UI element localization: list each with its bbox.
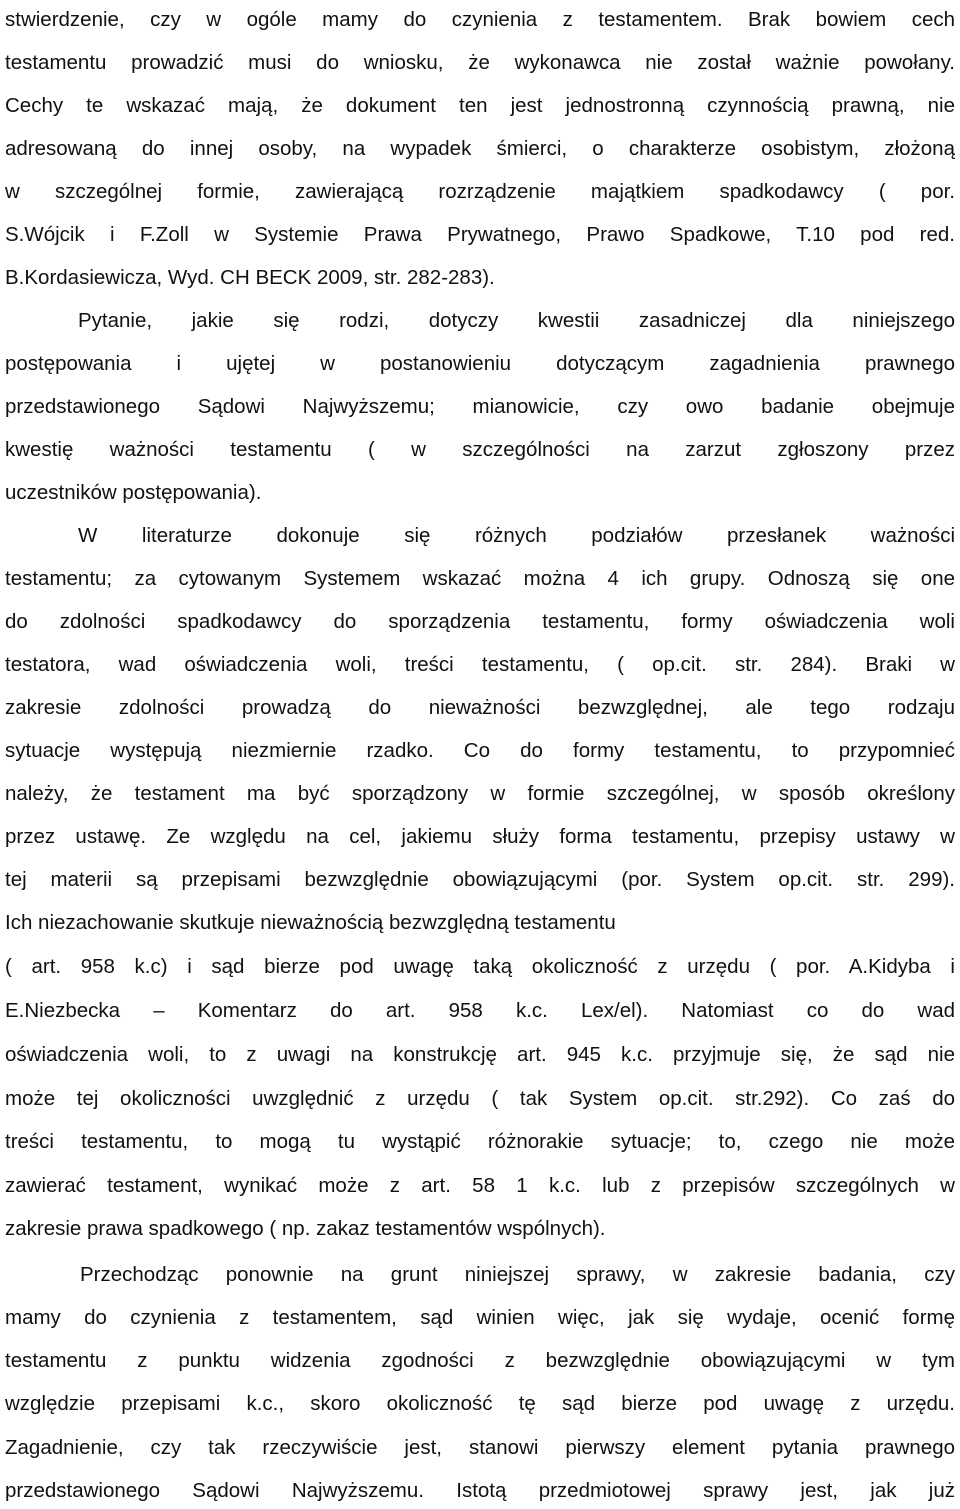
text-line: kwestię ważności testamentu ( w szczególności na zarzut zgłoszony przez (5, 438, 955, 461)
text-line: testamentu prowadzić musi do wniosku, że wykonawca nie został ważnie powołany. (5, 51, 955, 74)
text-line: przedstawionego Sądowi Najwyższemu; mianowicie, czy owo badanie obejmuje (5, 395, 955, 418)
text-line: testamentu z punktu widzenia zgodności z bezwzględnie obowiązującymi w tym (5, 1349, 955, 1372)
text-line: Ich niezachowanie skutkuje nieważnością bezwzględną testamentu (5, 911, 616, 934)
text-line: uczestników postępowania). (5, 481, 262, 504)
paragraph-first-line: W literaturze dokonuje się różnych podziałów przesłanek ważności (78, 524, 955, 547)
text-line: oświadczenia woli, to z uwagi na konstrukcję art. 945 k.c. przyjmuje się, że sąd nie (5, 1043, 955, 1066)
text-line: postępowania i ujętej w postanowieniu dotyczącym zagadnienia prawnego (5, 352, 955, 375)
text-line: zawierać testament, wynikać może z art. 58 1 k.c. lub z przepisów szczególnych w (5, 1174, 955, 1197)
paragraph-first-line: Pytanie, jakie się rodzi, dotyczy kwestii zasadniczej dla niniejszego (78, 309, 955, 332)
text-line: tej materii są przepisami bezwzględnie obowiązującymi (por. System op.cit. str. 299). (5, 868, 955, 891)
document-page (5, 0, 955, 1509)
text-line: stwierdzenie, czy w ogóle mamy do czynienia z testamentem. Brak bowiem cech (5, 8, 955, 31)
text-line: E.Niezbecka – Komentarz do art. 958 k.c. Lex/el). Natomiast co do wad (5, 999, 955, 1022)
text-line: może tej okoliczności uwzględnić z urzędu ( tak System op.cit. str.292). Co zaś do (5, 1087, 955, 1110)
text-line: B.Kordasiewicza, Wyd. CH BECK 2009, str. 282-283). (5, 266, 495, 289)
text-line: testamentu; za cytowanym Systemem wskazać można 4 ich grupy. Odnoszą się one (5, 567, 955, 590)
paragraph-first-line: Przechodząc ponownie na grunt niniejszej sprawy, w zakresie badania, czy (80, 1263, 955, 1286)
text-line: S.Wójcik i F.Zoll w Systemie Prawa Prywatnego, Prawo Spadkowe, T.10 pod red. (5, 223, 955, 246)
text-line: testatora, wad oświadczenia woli, treści testamentu, ( op.cit. str. 284). Braki w (5, 653, 955, 676)
text-line: ( art. 958 k.c) i sąd bierze pod uwagę taką okoliczność z urzędu ( por. A.Kidyba i (5, 955, 955, 978)
text-line: należy, że testament ma być sporządzony w formie szczególnej, w sposób określony (5, 782, 955, 805)
text-line: względzie przepisami k.c., skoro okoliczność tę sąd bierze pod uwagę z urzędu. (5, 1392, 955, 1415)
text-line: w szczególnej formie, zawierającą rozrządzenie majątkiem spadkodawcy ( por. (5, 180, 955, 203)
text-line: zakresie prawa spadkowego ( np. zakaz testamentów wspólnych). (5, 1217, 606, 1240)
text-line: sytuacje występują niezmiernie rzadko. Co do formy testamentu, to przypomnieć (5, 739, 955, 762)
text-line: treści testamentu, to mogą tu wystąpić różnorakie sytuacje; to, czego nie może (5, 1130, 955, 1153)
text-line: adresowaną do innej osoby, na wypadek śmierci, o charakterze osobistym, złożoną (5, 137, 955, 160)
text-line: Cechy te wskazać mają, że dokument ten jest jednostronną czynnością prawną, nie (5, 94, 955, 117)
text-line: przedstawionego Sądowi Najwyższemu. Istotą przedmiotowej sprawy jest, jak już (5, 1479, 955, 1502)
text-line: zakresie zdolności prowadzą do nieważności bezwzględnej, ale tego rodzaju (5, 696, 955, 719)
text-line: przez ustawę. Ze względu na cel, jakiemu służy forma testamentu, przepisy ustawy w (5, 825, 955, 848)
text-line: mamy do czynienia z testamentem, sąd winien więc, jak się wydaje, ocenić formę (5, 1306, 955, 1329)
text-line: do zdolności spadkodawcy do sporządzenia testamentu, formy oświadczenia woli (5, 610, 955, 633)
text-line: Zagadnienie, czy tak rzeczywiście jest, stanowi pierwszy element pytania prawnego (5, 1436, 955, 1459)
